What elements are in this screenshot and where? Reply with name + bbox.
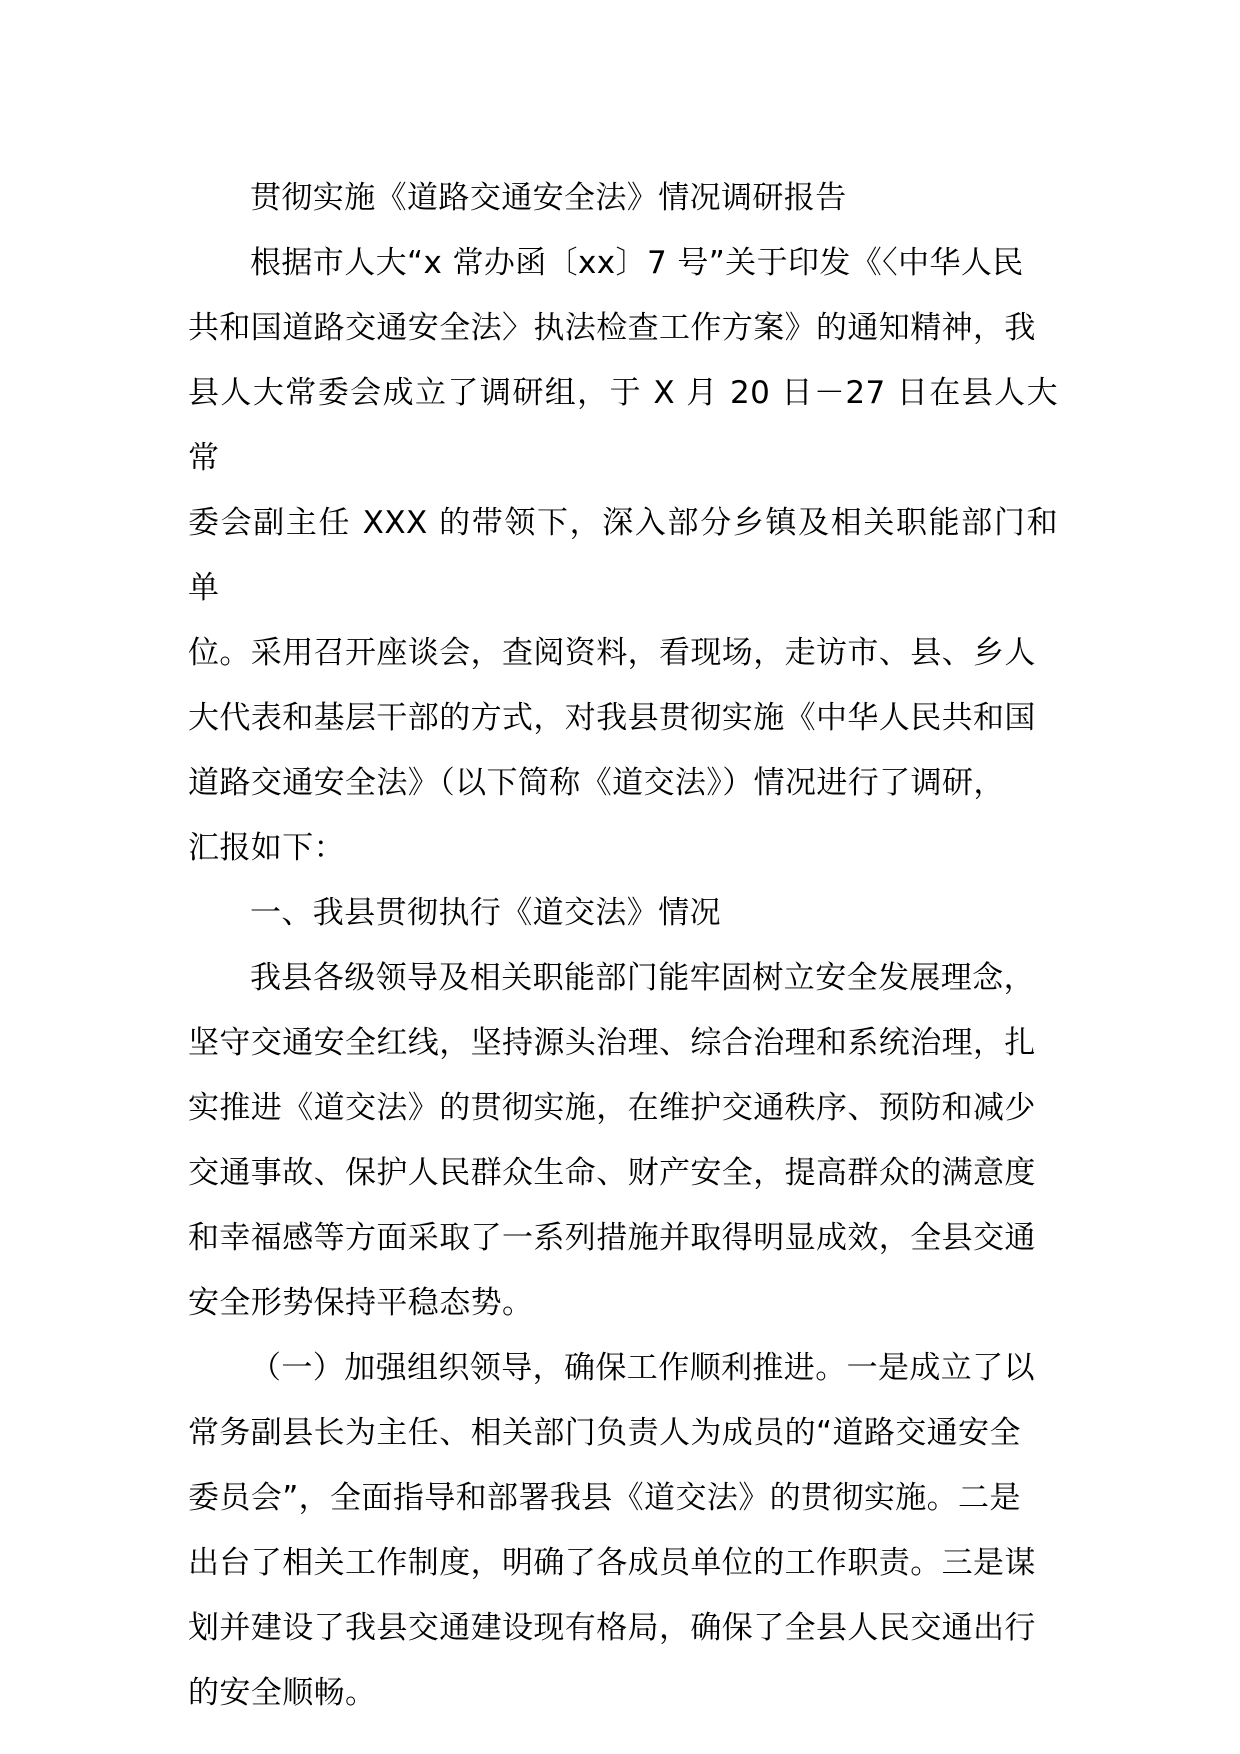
subsection-line: （一）加强组织领导，确保工作顺利推进。一是成立了以 — [250, 1350, 1035, 1386]
intro-line: 县人大常委会成立了调研组，于 X 月 20 日－27 日在县人大常 — [188, 375, 1058, 476]
intro-line: 共和国道路交通安全法〉执法检查工作方案》的通知精神，我 — [188, 310, 1036, 346]
section-line: 坚守交通安全红线，坚持源头治理、综合治理和系统治理，扎 — [188, 1025, 1036, 1061]
subsection-paragraph — [188, 1336, 1058, 1726]
section-heading — [188, 881, 1058, 946]
subsection-line: 划并建设了我县交通建设现有格局，确保了全县人民交通出行 — [188, 1610, 1036, 1646]
intro-line: 根据市人大“x 常办函〔xx〕7 号”关于印发《〈中华人民 — [250, 245, 1024, 281]
section-line: 安全形势保持平稳态势。 — [188, 1285, 534, 1321]
subsection-line: 的安全顺畅。 — [188, 1675, 377, 1711]
document-title — [188, 166, 1058, 231]
subsection-line: 常务副县长为主任、相关部门负责人为成员的“道路交通安全 — [188, 1415, 1021, 1451]
subsection-line: 出台了相关工作制度，明确了各成员单位的工作职责。三是谋 — [188, 1545, 1036, 1581]
intro-line: 位。采用召开座谈会，查阅资料，看现场，走访市、县、乡人 — [188, 635, 1036, 671]
intro-line: 大代表和基层干部的方式，对我县贯彻实施《中华人民共和国 — [188, 700, 1036, 736]
section-line: 实推进《道交法》的贯彻实施，在维护交通秩序、预防和减少 — [188, 1090, 1036, 1126]
section-line: 和幸福感等方面采取了一系列措施并取得明显成效，全县交通 — [188, 1220, 1036, 1256]
title-line: 贯彻实施《道路交通安全法》情况调研报告 — [250, 180, 847, 216]
section-line: 交通事故、保护人民群众生命、财产安全，提高群众的满意度 — [188, 1155, 1036, 1191]
document-body — [188, 166, 1058, 1726]
section-paragraph — [188, 946, 1058, 1336]
subsection-line: 委员会”，全面指导和部署我县《道交法》的贯彻实施。二是 — [188, 1480, 1021, 1516]
intro-paragraph — [188, 231, 1058, 881]
section-line: 我县各级领导及相关职能部门能牢固树立安全发展理念， — [250, 960, 1035, 996]
intro-line: 汇报如下： — [188, 830, 345, 866]
section-heading-text: 一、我县贯彻执行《道交法》情况 — [250, 895, 721, 931]
intro-line: 道路交通安全法》（以下简称《道交法》）情况进行了调研， — [188, 765, 1005, 801]
intro-line: 委会副主任 XXX 的带领下，深入部分乡镇及相关职能部门和单 — [188, 505, 1058, 606]
